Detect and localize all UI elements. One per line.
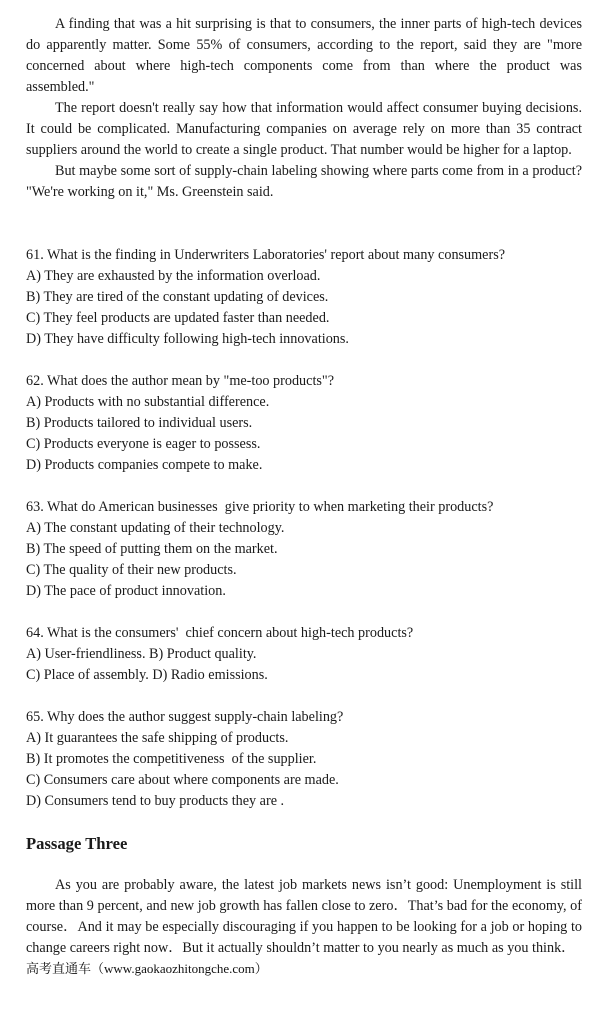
question-stem: 62. What does the author mean by "me-too products"? <box>26 373 334 389</box>
option-a: A) The constant updating of their technology. <box>26 520 285 536</box>
question-62 <box>26 371 582 476</box>
option-a-b: A) User-friendliness. B) Product quality. <box>26 646 257 662</box>
spacer <box>26 854 582 875</box>
option-d: D) Consumers tend to buy products they are . <box>26 793 285 809</box>
passage-three <box>26 833 582 959</box>
question-stem: 65. Why does the author suggest supply-chain labeling? <box>26 709 344 725</box>
paragraph: As you are probably aware, the latest job markets news isn’t good: Unemployment is still more than 9 percent, and new job growth has fallen close to zero．That’s bad for the economy, of course．And it may be especially discouraging if you happen to be looking for a job or hoping to change careers right now．But it actually shouldn’t matter to you nearly as much as you think． <box>26 877 582 956</box>
option-c: C) Products everyone is eager to possess. <box>26 436 261 452</box>
passage-two-excerpt <box>26 14 582 203</box>
spacer <box>26 686 582 707</box>
document-page <box>26 14 582 959</box>
spacer <box>26 602 582 623</box>
spacer <box>26 350 582 371</box>
question-61 <box>26 245 582 350</box>
option-b: B) They are tired of the constant updating of devices. <box>26 289 329 305</box>
question-stem: 61. What is the finding in Underwriters Laboratories' report about many consumers? <box>26 247 506 263</box>
question-stem: 64. What is the consumers' chief concern about high-tech products? <box>26 625 414 641</box>
paragraph: The report doesn't really say how that information would affect consumer buying decisions. It could be complicated. Manufacturing companies on average rely on more than 35 contract suppliers around the world to create a single product. That number would be higher for a laptop. <box>26 100 582 158</box>
option-c: C) They feel products are updated faster than needed. <box>26 310 330 326</box>
site-name: 高考直通车 <box>26 962 92 977</box>
question-63 <box>26 497 582 602</box>
spacer <box>26 203 582 245</box>
spacer <box>26 476 582 497</box>
site-url: （www.gaokaozhitongche.com） <box>91 961 268 976</box>
option-b: B) The speed of putting them on the market. <box>26 541 278 557</box>
question-stem: 63. What do American businesses give priority to when marketing their products? <box>26 499 494 515</box>
section-heading: Passage Three <box>26 834 128 853</box>
option-c-d: C) Place of assembly. D) Radio emissions. <box>26 667 268 683</box>
option-d: D) They have difficulty following high-tech innovations. <box>26 331 349 347</box>
option-a: A) They are exhausted by the information overload. <box>26 268 321 284</box>
option-c: C) The quality of their new products. <box>26 562 237 578</box>
option-b: B) Products tailored to individual users. <box>26 415 253 431</box>
paragraph: A finding that was a hit surprising is that to consumers, the inner parts of high-tech devices do apparently matter. Some 55% of consumers, according to the report, said they are "more concerned about where high-tech components come from than where the product was assembled." <box>26 16 582 95</box>
option-a: A) Products with no substantial difference. <box>26 394 270 410</box>
paragraph: But maybe some sort of supply-chain labeling showing where parts come from in a product? "We're working on it," Ms. Greenstein said. <box>26 163 582 200</box>
option-b: B) It promotes the competitiveness of the supplier. <box>26 751 317 767</box>
option-d: D) The pace of product innovation. <box>26 583 226 599</box>
option-d: D) Products companies compete to make. <box>26 457 263 473</box>
source-footer <box>26 958 268 977</box>
option-c: C) Consumers care about where components are made. <box>26 772 339 788</box>
question-64 <box>26 623 582 686</box>
spacer <box>26 812 582 833</box>
question-65 <box>26 707 582 812</box>
option-a: A) It guarantees the safe shipping of products. <box>26 730 289 746</box>
